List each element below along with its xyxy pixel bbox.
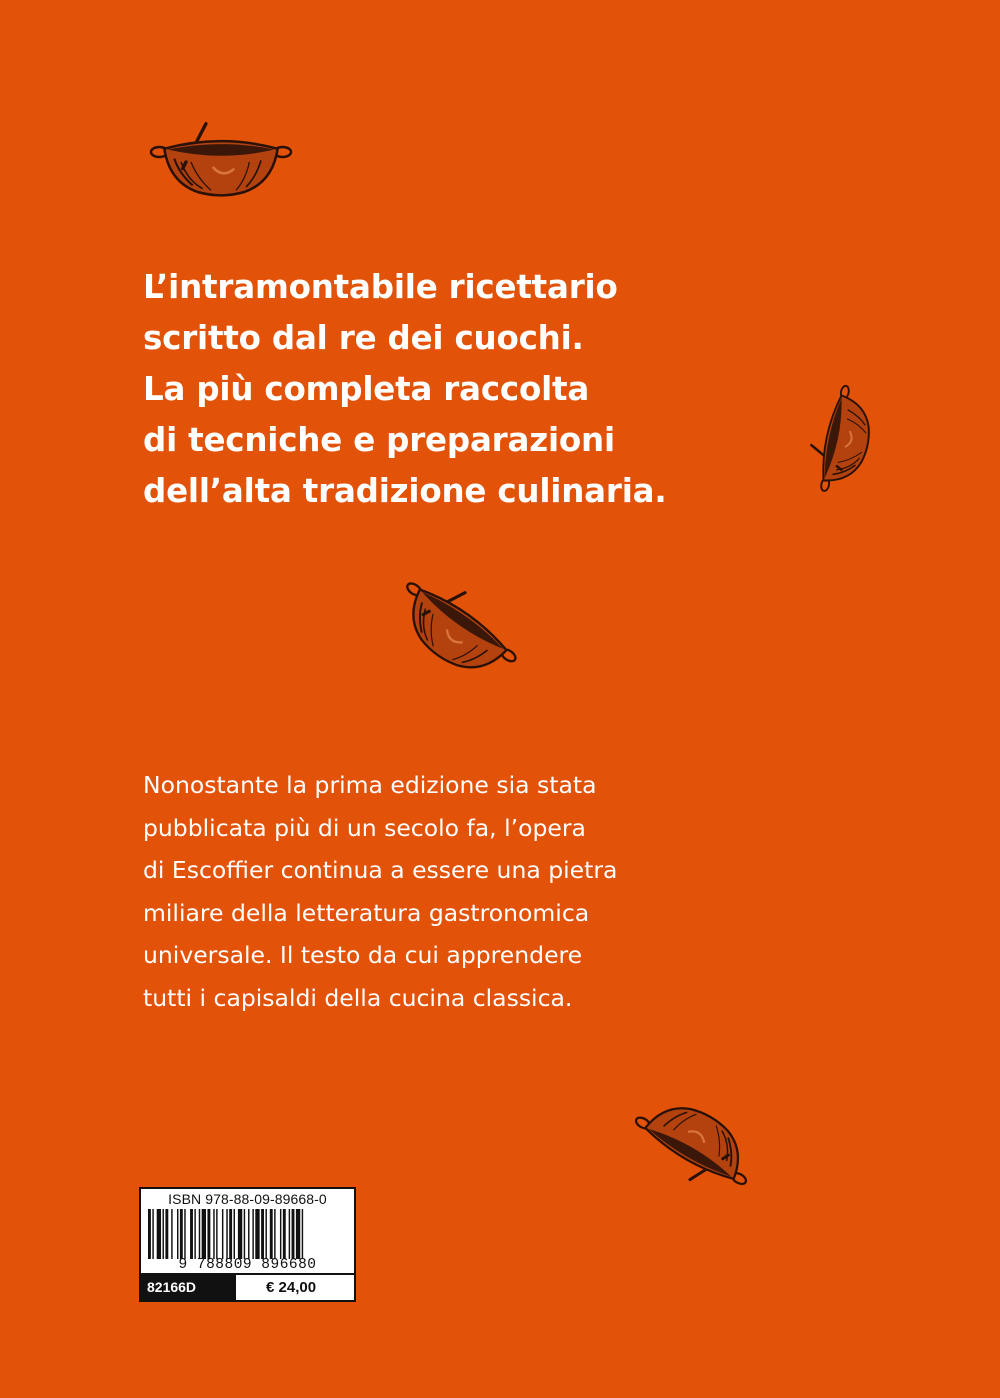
barcode-label bbox=[139, 1187, 356, 1302]
headline-line: La più completa raccolta bbox=[143, 370, 590, 408]
product-code: 82166D bbox=[141, 1275, 236, 1300]
blurb-line: Nonostante la prima edizione sia stata bbox=[143, 771, 597, 799]
ean-digits: 9 788809 896680 bbox=[178, 1257, 317, 1273]
headline-line: L’intramontabile ricettario bbox=[143, 268, 618, 306]
blurb-line: miliare della letteratura gastronomica bbox=[143, 898, 590, 927]
cover-headline bbox=[143, 262, 743, 517]
cover-blurb bbox=[143, 764, 743, 1020]
blurb-line: pubblicata più di un secolo fa, l’opera bbox=[143, 813, 586, 842]
blurb-line: tutti i capisaldi della cucina classica. bbox=[143, 983, 573, 1012]
blurb-line: di Escoffier continua a essere una pietra bbox=[143, 856, 618, 885]
copper-bowl-icon bbox=[146, 112, 296, 212]
price-label: € 24,00 bbox=[266, 1279, 317, 1296]
headline-line: dell’alta tradizione culinaria. bbox=[143, 472, 667, 510]
copper-bowl-icon bbox=[785, 360, 900, 520]
headline-line: scritto dal re dei cuochi. bbox=[143, 319, 584, 357]
isbn-text: ISBN 978-88-09-89668-0 bbox=[168, 1191, 327, 1207]
code-price-row bbox=[141, 1273, 354, 1300]
copper-bowl-icon bbox=[386, 570, 526, 690]
headline-line: di tecniche e preparazioni bbox=[143, 421, 615, 459]
blurb-line: universale. Il testo da cui apprendere bbox=[143, 941, 583, 970]
copper-bowl-icon bbox=[628, 1088, 763, 1198]
barcode-bars bbox=[148, 1209, 348, 1259]
